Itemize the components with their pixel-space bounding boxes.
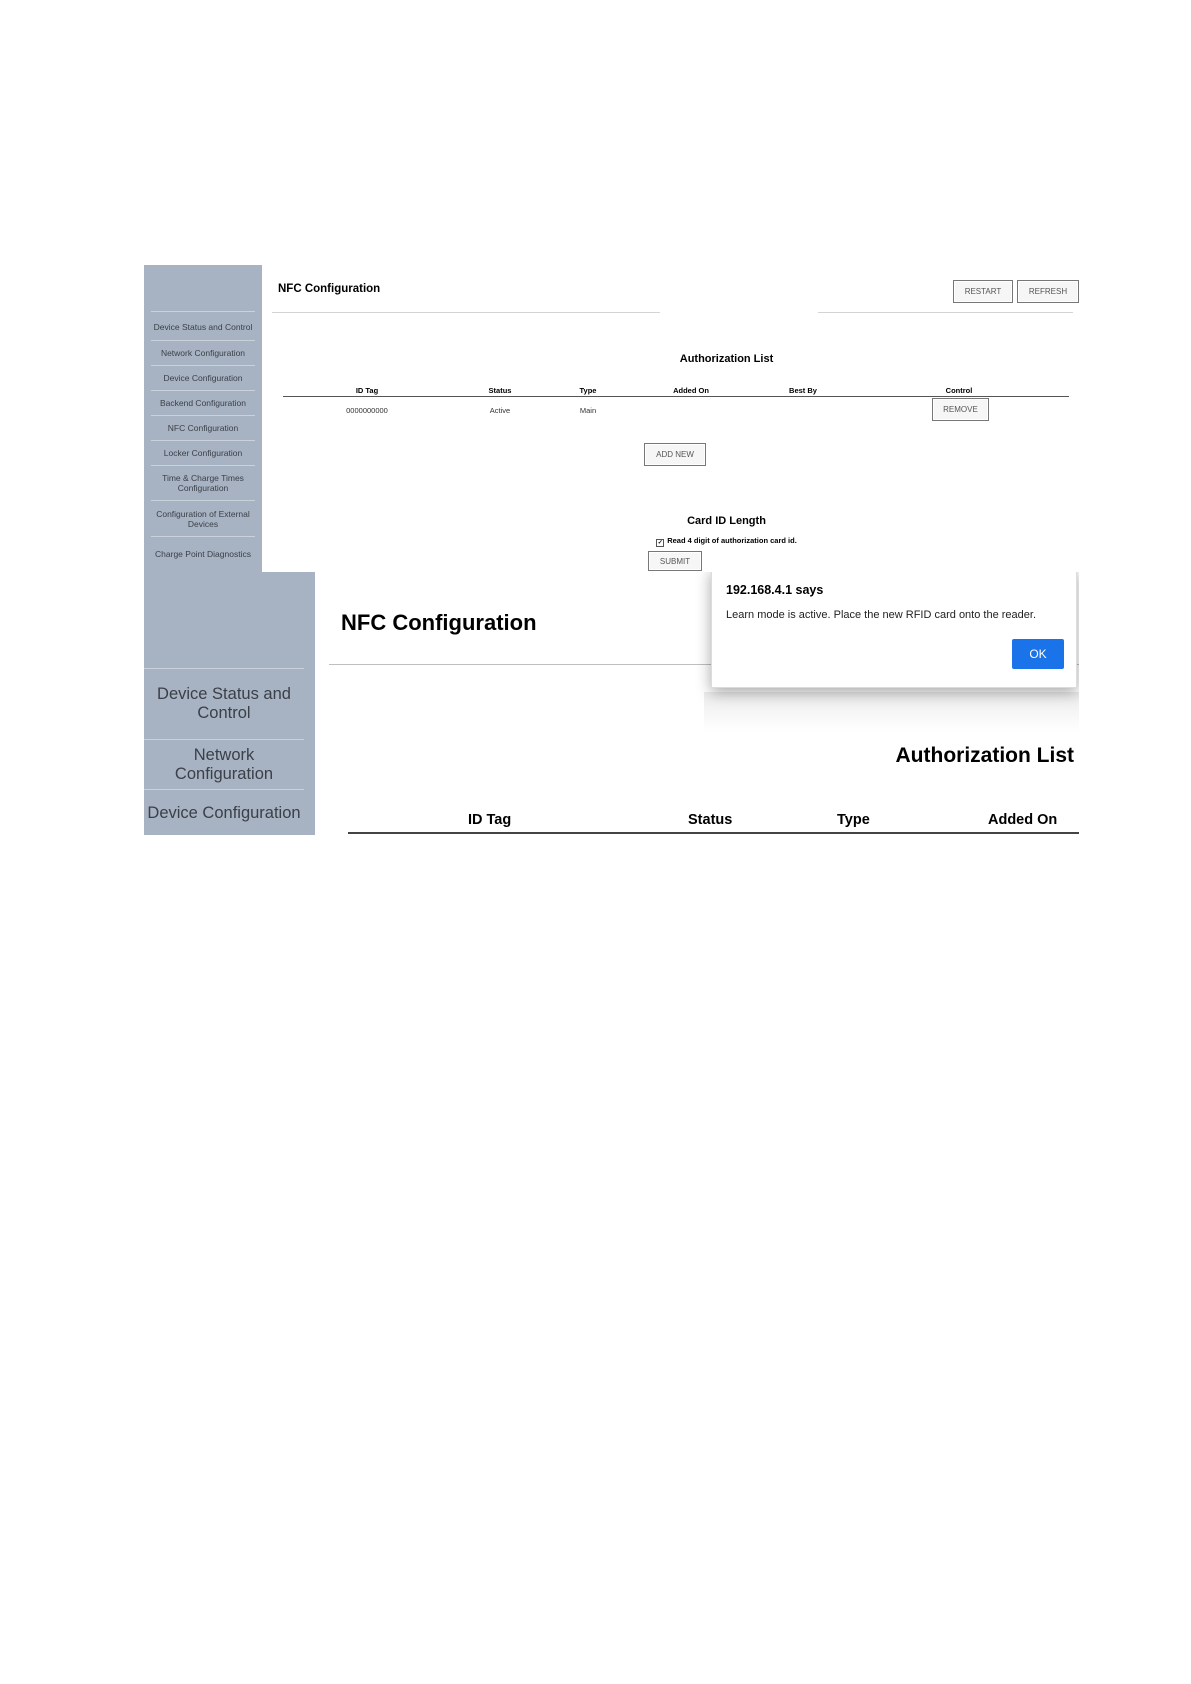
sidebar-item-locker[interactable]: Locker Configuration: [151, 440, 255, 465]
column-header-id-tag: ID Tag: [468, 812, 512, 828]
dialog-message: Learn mode is active. Place the new RFID card onto the reader.: [726, 609, 1036, 621]
remove-button[interactable]: REMOVE: [932, 398, 989, 421]
sidebar-item-nfc[interactable]: NFC Configuration: [151, 415, 255, 440]
add-new-button[interactable]: ADD NEW: [644, 443, 706, 466]
column-header-best-by: Best By: [789, 386, 817, 395]
sidebar-item-time-charge[interactable]: Time & Charge Times Configuration: [151, 465, 255, 500]
read-4-digit-checkbox[interactable]: ✓: [657, 540, 663, 546]
dialog-title: 192.168.4.1 says: [726, 583, 824, 597]
sidebar-item-device-config[interactable]: Device Configuration: [144, 789, 304, 835]
cell-status: Active: [489, 406, 511, 415]
column-header-type: Type: [579, 386, 597, 395]
cell-type: Main: [579, 406, 597, 415]
authorization-list-title: Authorization List: [895, 744, 1074, 767]
sidebar-item-backend[interactable]: Backend Configuration: [151, 390, 255, 415]
column-header-id-tag: ID Tag: [355, 386, 379, 395]
sidebar-item-network[interactable]: Network Configuration: [151, 340, 255, 365]
table-header-rule: [283, 396, 1069, 397]
ok-button[interactable]: OK: [1012, 639, 1064, 669]
checkbox-label: Read 4 digit of authorization card id.: [667, 536, 797, 545]
nfc-config-screenshot-zoomed: [144, 572, 1079, 835]
sidebar-item-external-devices[interactable]: Configuration of External Devices: [151, 500, 255, 536]
column-header-added-on: Added On: [673, 386, 709, 395]
sidebar-item-device-status[interactable]: Device Status and Control: [144, 668, 304, 739]
table-header-rule: [348, 832, 1079, 834]
nfc-config-screenshot-small: [144, 265, 1079, 572]
card-id-length-title: Card ID Length: [687, 515, 766, 527]
restart-button[interactable]: RESTART: [953, 280, 1013, 303]
column-header-added-on: Added On: [988, 812, 1058, 828]
sidebar-item-network[interactable]: Network Configuration: [144, 739, 304, 789]
page-title: NFC Configuration: [341, 610, 537, 635]
column-header-status: Status: [488, 386, 512, 395]
title-divider-right: [818, 312, 1073, 313]
column-header-control: Control: [945, 386, 973, 395]
refresh-button[interactable]: REFRESH: [1017, 280, 1079, 303]
submit-button[interactable]: SUBMIT: [648, 551, 702, 571]
card-id-option: [144, 536, 1079, 547]
sidebar: [144, 572, 315, 835]
cell-id-tag: 0000000000: [346, 406, 388, 415]
column-header-type: Type: [837, 812, 870, 828]
title-divider: [272, 312, 660, 313]
sidebar-item-device-config[interactable]: Device Configuration: [151, 365, 255, 390]
sidebar-item-diagnostics[interactable]: Charge Point Diagnostics: [151, 536, 255, 571]
sidebar-item-device-status[interactable]: Device Status and Control: [151, 311, 255, 341]
column-header-status: Status: [688, 812, 733, 828]
dialog-shadow-area: [704, 692, 1079, 732]
page-title: NFC Configuration: [278, 283, 381, 295]
alert-dialog: [711, 572, 1077, 688]
authorization-list-title: Authorization List: [679, 353, 774, 365]
